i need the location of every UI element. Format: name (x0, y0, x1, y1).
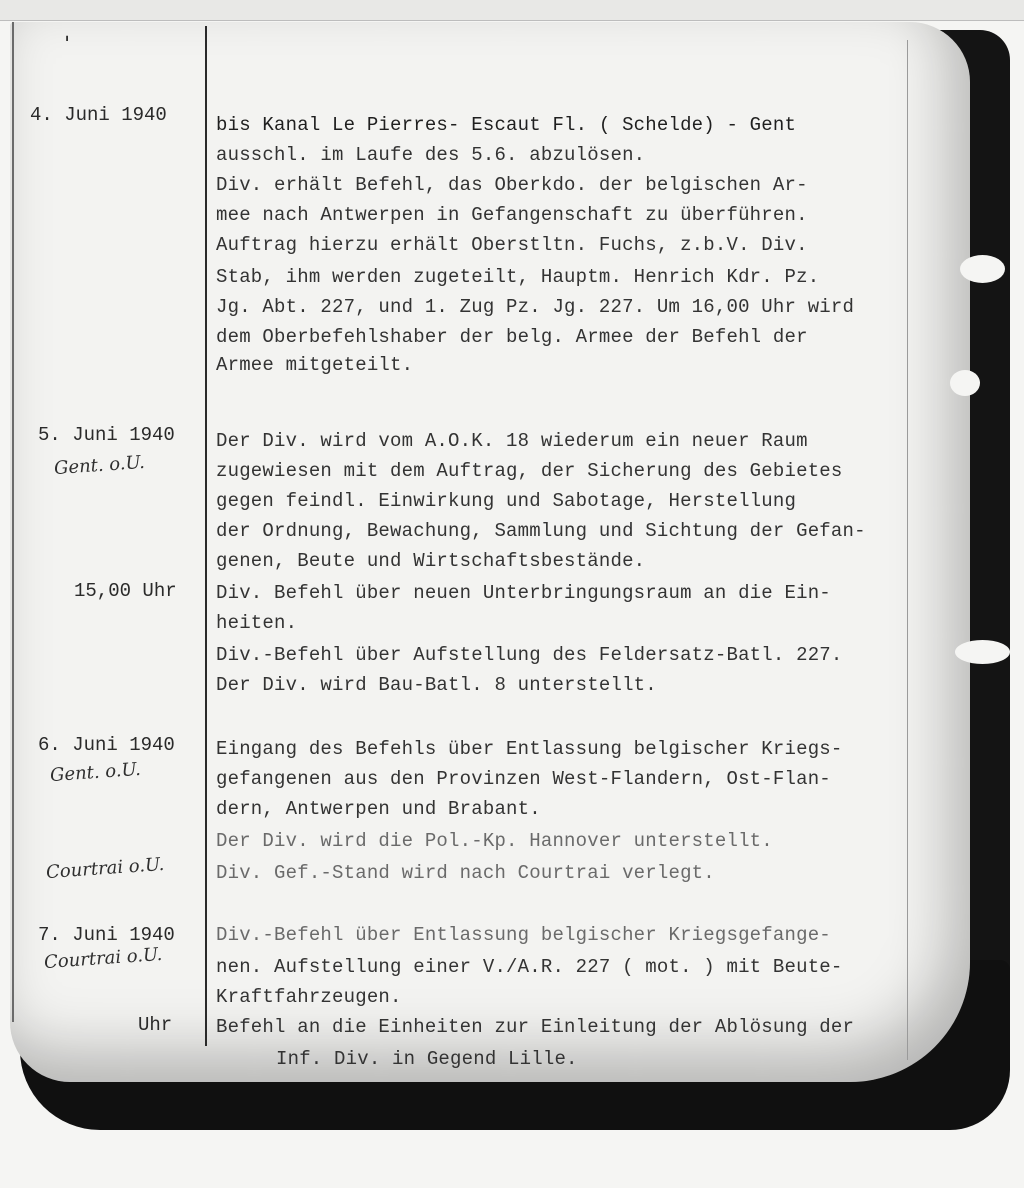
entry-line: gegen feindl. Einwirkung und Sabotage, Herstellung (216, 490, 797, 512)
entry-line: dern, Antwerpen und Brabant. (216, 798, 541, 820)
entry-line: Der Div. wird die Pol.-Kp. Hannover unterstellt. (216, 830, 773, 852)
entry-line: Der Div. wird vom A.O.K. 18 wiederum ein neuer Raum (216, 430, 808, 452)
burn-hole (950, 370, 980, 396)
ink-mark: ˈ (64, 34, 71, 59)
entry-line: Inf. Div. in Gegend Lille. (276, 1048, 578, 1070)
entry-line: Div.-Befehl über Entlassung belgischer Kriegsgefange- (216, 924, 831, 946)
handwritten-note: Gent. o.U. (49, 758, 142, 787)
entry-time: Uhr (138, 1014, 173, 1036)
entry-line: bis Kanal Le Pierres- Escaut Fl. ( Schelde) - Gent (216, 114, 797, 136)
entry-line: Stab, ihm werden zugeteilt, Hauptm. Henrich Kdr. Pz. (216, 266, 820, 288)
entry-time: 15,00 Uhr (74, 580, 177, 602)
entry-date: 5. Juni 1940 (38, 424, 175, 446)
entry-line: Div.-Befehl über Aufstellung des Feldersatz-Batl. 227. (216, 644, 843, 666)
page-top-edge (0, 0, 1024, 21)
handwritten-note: Gent. o.U. (53, 451, 146, 480)
entry-line: Eingang des Befehls über Entlassung belgischer Kriegs- (216, 738, 843, 760)
entry-line: zugewiesen mit dem Auftrag, der Sicherung des Gebietes (216, 460, 843, 482)
entry-line: Jg. Abt. 227, und 1. Zug Pz. Jg. 227. Um 16,00 Uhr wird (216, 296, 855, 318)
right-margin-rule (907, 40, 908, 1060)
entry-line: Div. erhält Befehl, das Oberkdo. der belgischen Ar- (216, 174, 808, 196)
entry-line: Div. Befehl über neuen Unterbringungsraum an die Ein- (216, 582, 831, 604)
entry-line: gefangenen aus den Provinzen West-Flandern, Ost-Flan- (216, 768, 831, 790)
entry-line: ausschl. im Laufe des 5.6. abzulösen. (216, 144, 646, 166)
handwritten-note: Courtrai o.U. (45, 853, 165, 884)
entry-line: Auftrag hierzu erhält Oberstltn. Fuchs, z.b.V. Div. (216, 234, 808, 256)
entry-line: Befehl an die Einheiten zur Einleitung der Ablösung der (216, 1016, 855, 1038)
entry-line: dem Oberbefehlshaber der belg. Armee der Befehl der (216, 326, 808, 348)
date-column-divider (205, 26, 207, 1046)
entry-line: Kraftfahrzeugen. (216, 986, 402, 1008)
entry-date: 7. Juni 1940 (38, 924, 175, 946)
entry-line: der Ordnung, Bewachung, Sammlung und Sichtung der Gefan- (216, 520, 866, 542)
entry-date: 4. Juni 1940 (30, 104, 167, 126)
entry-line: mee nach Antwerpen in Gefangenschaft zu überführen. (216, 204, 808, 226)
entry-date: 6. Juni 1940 (38, 734, 175, 756)
entry-line: nen. Aufstellung einer V./A.R. 227 ( mot. ) mit Beute- (216, 956, 843, 978)
entry-line: Armee mitgeteilt. (216, 354, 414, 376)
burn-hole (955, 640, 1010, 664)
entry-line: Der Div. wird Bau-Batl. 8 unterstellt. (216, 674, 657, 696)
entry-line: heiten. (216, 612, 298, 634)
entry-line: Div. Gef.-Stand wird nach Courtrai verlegt. (216, 862, 715, 884)
handwritten-note: Courtrai o.U. (43, 943, 163, 974)
left-margin-rule (12, 22, 14, 1022)
entry-line: genen, Beute und Wirtschaftsbestände. (216, 550, 646, 572)
burn-hole (960, 255, 1005, 283)
